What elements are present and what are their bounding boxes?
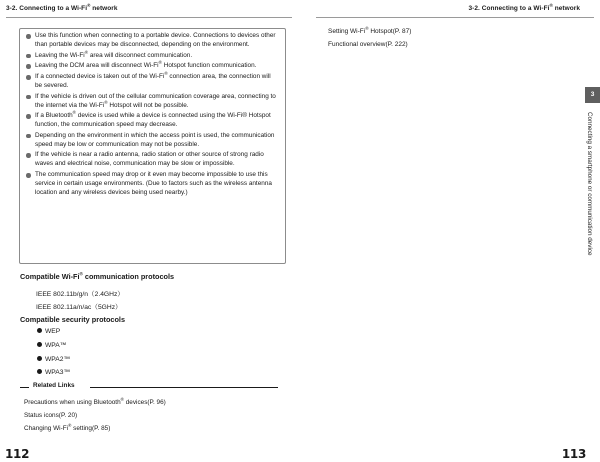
security-item: WPA3™ bbox=[37, 369, 70, 376]
caution-item: If the vehicle is near a radio antenna, radio station or other source of strong radio waves and electrical noise, communication may be slow or impossible. bbox=[26, 151, 279, 169]
related-link[interactable]: Precautions when using Bluetooth® devices(P. 96) bbox=[24, 396, 166, 406]
caution-item: If a Bluetooth® device is used while a device is connected using the Wi-Fi® Hotspot function, the communication speed may decrease. bbox=[26, 112, 279, 130]
page-number: 113 bbox=[561, 447, 586, 461]
protocol-item: IEEE 802.11b/g/n（2.4GHz） bbox=[36, 291, 124, 298]
header-rule bbox=[316, 17, 594, 18]
related-links-heading bbox=[20, 382, 278, 392]
related-links-title: Related Links bbox=[33, 382, 75, 389]
security-item: WEP bbox=[37, 328, 60, 335]
related-link[interactable]: Functional overview(P. 222) bbox=[328, 41, 408, 48]
caution-item: Use this function when connecting to a portable device. Connections to devices other than portable devices may be disconnected, depending on the environment. bbox=[26, 32, 279, 50]
security-item: WPA2™ bbox=[37, 356, 70, 363]
right-page bbox=[300, 0, 600, 462]
divider bbox=[90, 387, 278, 388]
bullet-icon bbox=[26, 54, 31, 59]
security-item: WPA™ bbox=[37, 342, 66, 349]
bullet-icon bbox=[26, 134, 31, 139]
protocol-item: IEEE 802.11a/n/ac（5GHz） bbox=[36, 304, 122, 311]
caution-item: If the vehicle is driven out of the cellular communication coverage area, connecting to the internet via the Wi-Fi® Hotspot will not be possible. bbox=[26, 93, 279, 111]
caution-item: Depending on the environment in which the access point is used, the communication speed may be low or communication may not be possible. bbox=[26, 132, 279, 150]
bullet-icon bbox=[26, 64, 31, 69]
bullet-icon bbox=[37, 369, 42, 374]
chapter-label: Connecting a smartphone or communication device bbox=[586, 112, 593, 256]
bullet-icon bbox=[37, 342, 42, 347]
bullet-icon bbox=[26, 153, 31, 158]
divider bbox=[20, 387, 29, 388]
protocols-title: Compatible Wi-Fi® communication protocols bbox=[20, 271, 175, 281]
bullet-icon bbox=[37, 328, 42, 333]
caution-item: The communication speed may drop or it even may become impossible to use this service in certain usage environments. (Due to factors such as the wireless antenna location and any wireless devices being used nearby.) bbox=[26, 171, 279, 198]
related-link[interactable]: Setting Wi-Fi® Hotspot(P. 87) bbox=[328, 25, 412, 35]
security-title: Compatible security protocols bbox=[20, 315, 126, 324]
bullet-icon bbox=[26, 173, 31, 178]
caution-item: Leaving the DCM area will disconnect Wi-Fi® Hotspot function communication. bbox=[26, 62, 279, 71]
caution-item: Leaving the Wi-Fi® area will disconnect communication. bbox=[26, 52, 279, 61]
caution-box bbox=[19, 28, 286, 264]
caution-item: If a connected device is taken out of the Wi-Fi® connection area, the connection will be severed. bbox=[26, 73, 279, 91]
page-number: 112 bbox=[5, 447, 30, 461]
running-header: 3-2. Connecting to a Wi-Fi® network bbox=[6, 2, 118, 12]
bullet-icon bbox=[26, 75, 31, 80]
running-header: 3-2. Connecting to a Wi-Fi® network bbox=[468, 2, 580, 12]
bullet-icon bbox=[37, 356, 42, 361]
header-rule bbox=[6, 17, 292, 18]
bullet-icon bbox=[26, 114, 31, 119]
bullet-icon bbox=[26, 95, 31, 100]
related-link[interactable]: Changing Wi-Fi® setting(P. 85) bbox=[24, 422, 111, 432]
bullet-icon bbox=[26, 34, 31, 39]
chapter-tab: 3 bbox=[585, 87, 600, 103]
related-link[interactable]: Status icons(P. 20) bbox=[24, 412, 78, 419]
